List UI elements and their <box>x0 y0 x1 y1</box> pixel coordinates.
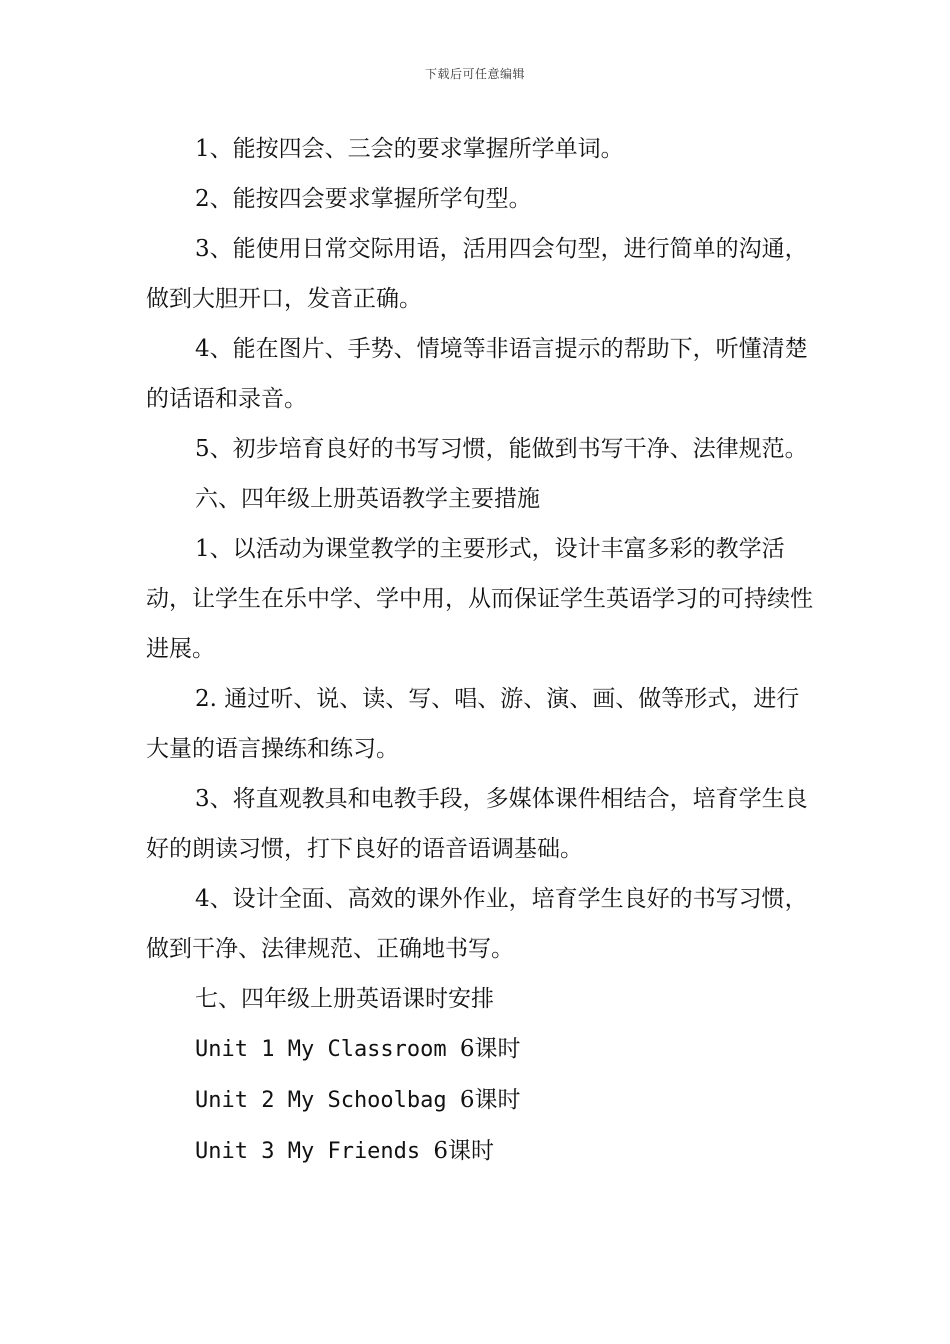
page-header: 下载后可任意编辑 <box>424 67 525 81</box>
section-heading-measures: 六、四年级上册英语教学主要措施 <box>195 486 540 512</box>
paragraph-measure-2: 2. 通过听、说、读、写、唱、游、演、画、做等形式，进行大量的语言操练和练习。 <box>146 686 800 762</box>
paragraph-objective-3: 3、能使用日常交际用语，活用四会句型，进行简单的沟通，做到大胆开口，发音正确。 <box>146 236 808 312</box>
unit-name: Unit 3 My Friends <box>195 1139 421 1164</box>
paragraph-measure-3: 3、将直观教具和电教手段，多媒体课件相结合，培育学生良好的朗读习惯，打下良好的语音语调基础。 <box>146 786 808 862</box>
paragraph-measure-1: 1、以活动为课堂教学的主要形式，设计丰富多彩的教学活动，让学生在乐中学、学中用，从而保证学生英语学习的可持续性进展。 <box>146 536 813 662</box>
unit-hours: 6课时 <box>459 1087 521 1113</box>
unit-name: Unit 1 My Classroom <box>195 1037 447 1062</box>
unit-line <box>146 1024 816 1075</box>
paragraph-objective-4: 4、能在图片、手势、情境等非语言提示的帮助下，听懂清楚的话语和录音。 <box>146 336 808 412</box>
document-body <box>146 124 816 1177</box>
unit-hours: 6课时 <box>459 1036 521 1062</box>
unit-name: Unit 2 My Schoolbag <box>195 1088 447 1113</box>
paragraph-measure-4: 4、设计全面、高效的课外作业，培育学生良好的书写习惯，做到干净、法律规范、正确地书写。 <box>146 886 808 962</box>
unit-line <box>146 1126 816 1177</box>
unit-hours: 6课时 <box>433 1138 495 1164</box>
paragraph-objective-2: 2、能按四会要求掌握所学句型。 <box>195 186 532 212</box>
paragraph-objective-5: 5、初步培育良好的书写习惯，能做到书写干净、法律规范。 <box>195 436 808 462</box>
paragraph-objective-1: 1、能按四会、三会的要求掌握所学单词。 <box>195 136 624 162</box>
unit-line <box>146 1075 816 1126</box>
section-heading-schedule: 七、四年级上册英语课时安排 <box>195 986 494 1012</box>
